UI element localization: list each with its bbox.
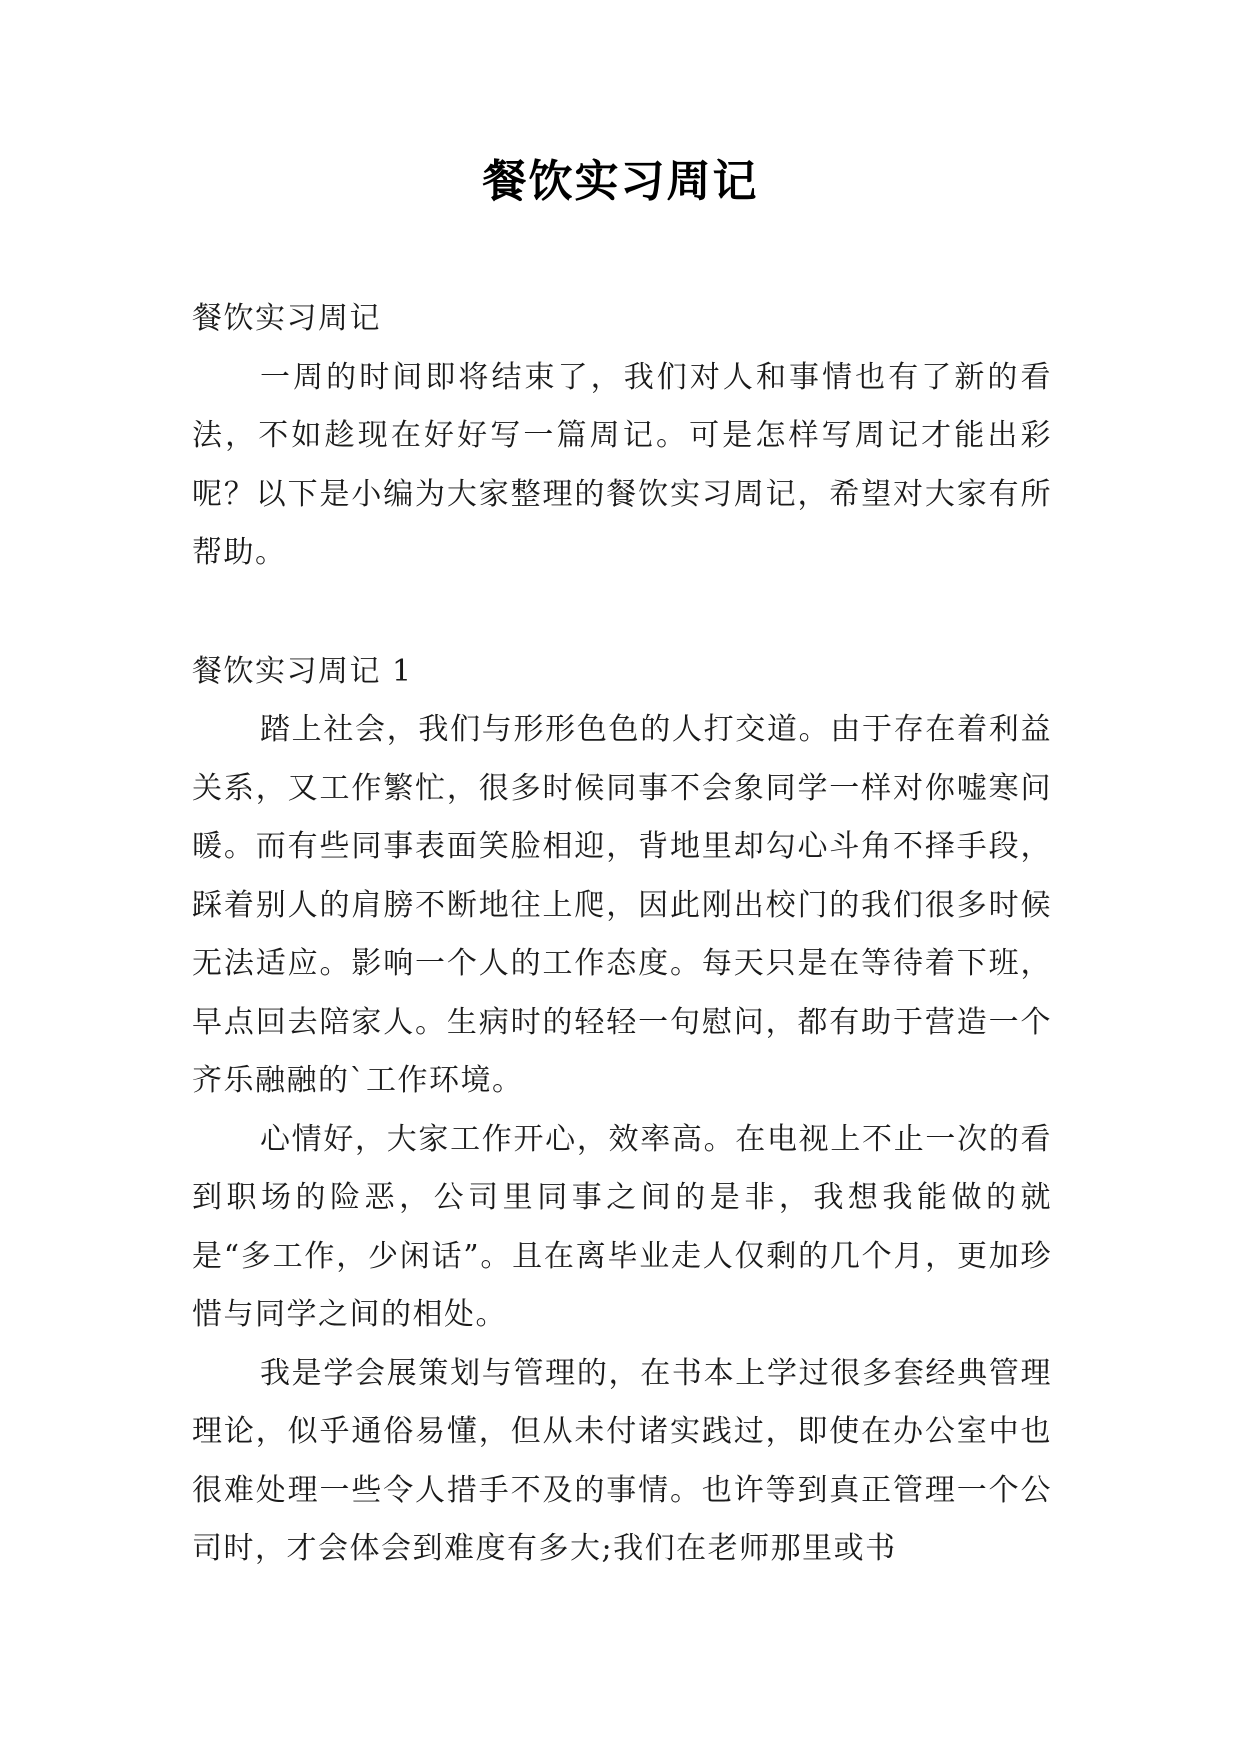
intro-paragraph: 一周的时间即将结束了，我们对人和事情也有了新的看法，不如趁现在好好写一篇周记。可是怎样写周记才能出彩呢？以下是小编为大家整理的餐饮实习周记，希望对大家有所帮助。	[192, 359, 1052, 570]
body-paragraph-1: 踏上社会，我们与形形色色的人打交道。由于存在着利益关系，又工作繁忙，很多时候同事不会象同学一样对你嘘寒问暖。而有些同事表面笑脸相迎，背地里却勾心斗角不择手段，踩着别人的肩膀不断地往上爬，因此刚出校门的我们很多时候无法适应。影响一个人的工作态度。每天只是在等待着下班，早点回去陪家人。生病时的轻轻一句慰问，都有助于营造一个齐乐融融的`工作环境。	[192, 712, 1052, 1098]
document-body	[192, 290, 1052, 1579]
section-heading: 餐饮实习周记 1	[192, 653, 413, 689]
document-title: 餐饮实习周记	[482, 156, 759, 207]
body-paragraph-3: 我是学会展策划与管理的，在书本上学过很多套经典管理理论，似乎通俗易懂，但从未付诸实践过，即使在办公室中也很难处理一些令人措手不及的事情。也许等到真正管理一个公司时，才会体会到难度有多大;我们在老师那里或书	[192, 1355, 1052, 1566]
section-spacer	[192, 583, 1052, 643]
document-subtitle: 餐饮实习周记	[192, 301, 381, 336]
body-paragraph-2: 心情好，大家工作开心，效率高。在电视上不止一次的看到职场的险恶，公司里同事之间的是非，我想我能做的就是“多工作，少闲话”。且在离毕业走人仅剩的几个月，更加珍惜与同学之间的相处。	[192, 1121, 1052, 1332]
